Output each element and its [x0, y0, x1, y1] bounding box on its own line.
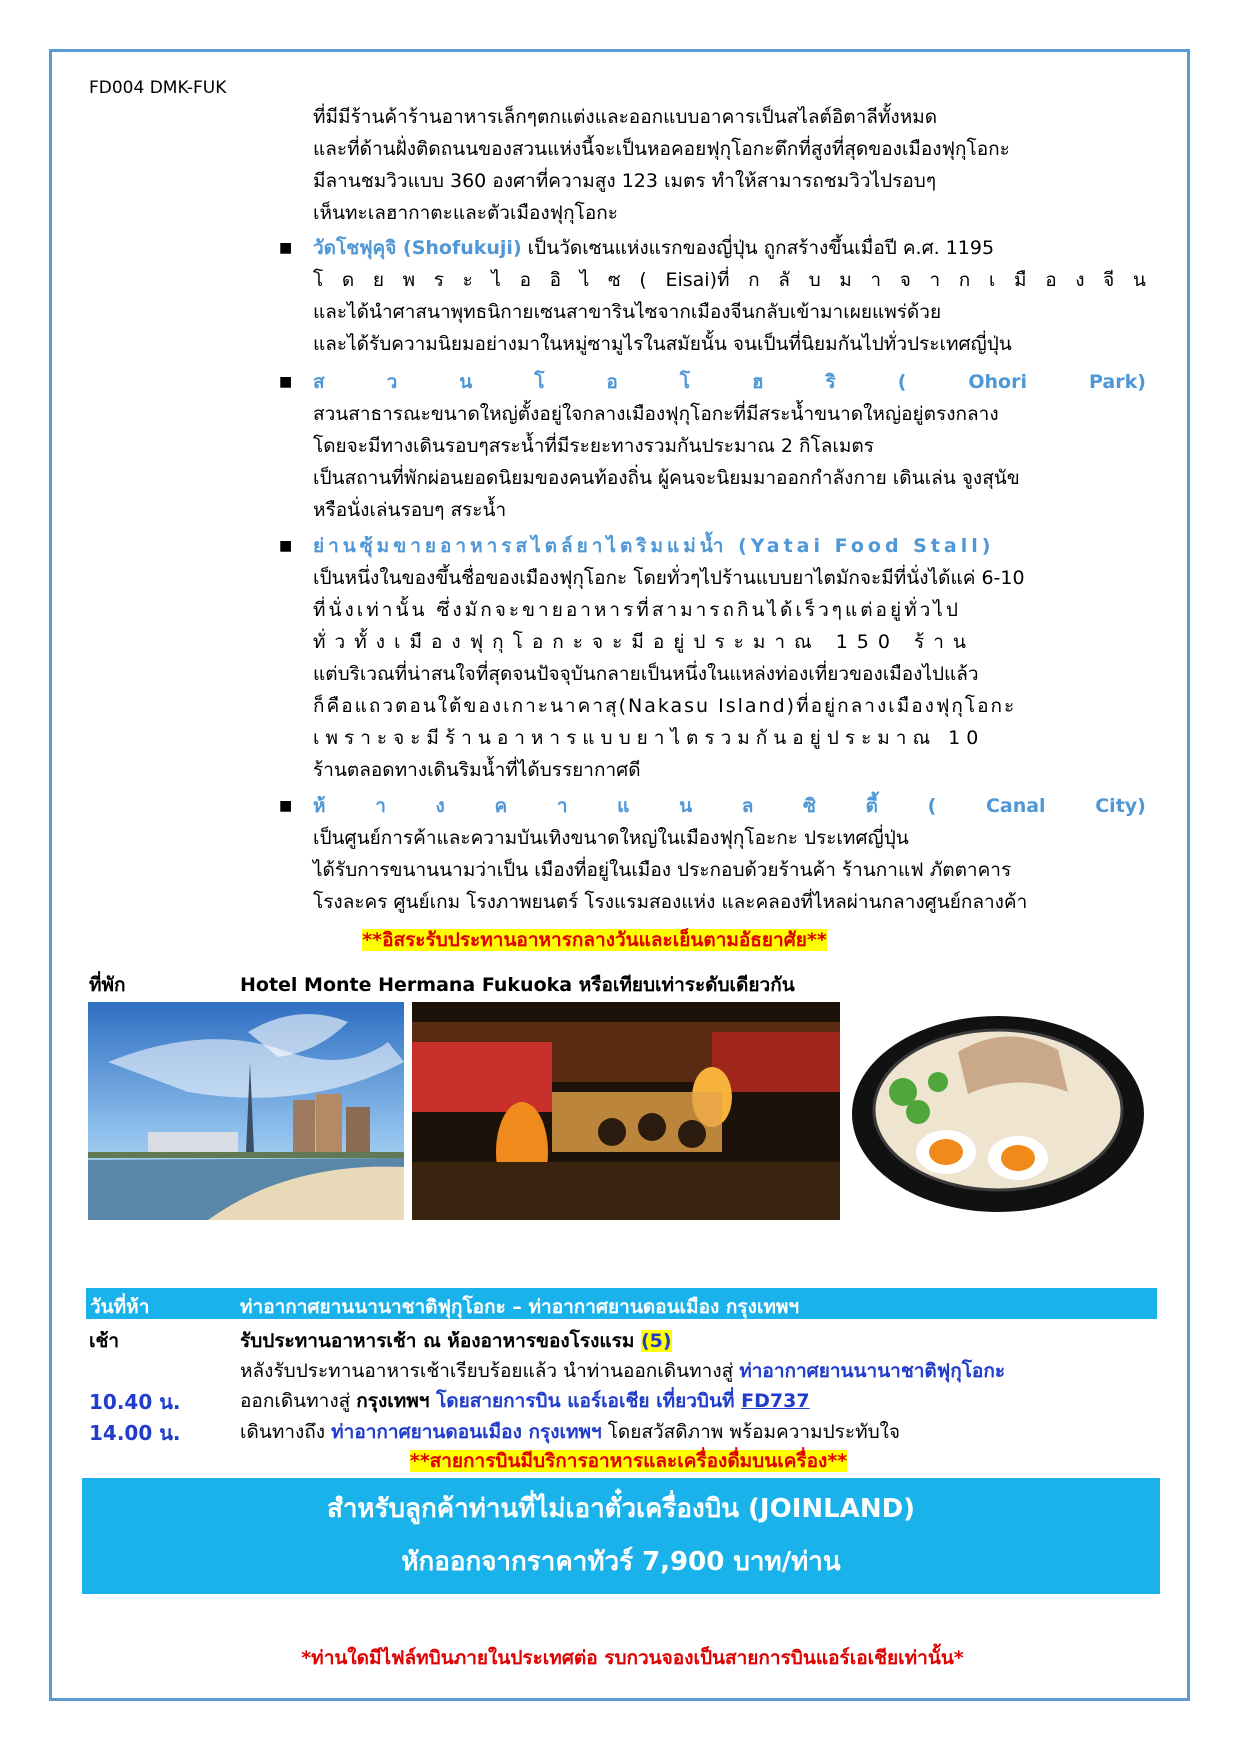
attraction-ohori	[313, 366, 1146, 526]
destination-city: กรุงเทพฯ	[356, 1390, 430, 1412]
attraction-line: สวนสาธารณะขนาดใหญ่ตั้งอยู่ใจกลางเมืองฟุกุโอกะที่มีสระน้ำขนาดใหญ่อยู่ตรงกลาง	[313, 403, 999, 425]
spread-word: โ	[313, 269, 324, 291]
attraction-shofukuji	[313, 232, 1146, 360]
flight-line	[240, 1386, 810, 1416]
flight-number-link[interactable]: FD737	[741, 1390, 810, 1412]
depart-hotel-line	[240, 1356, 1005, 1386]
spread-word: เ	[988, 269, 996, 291]
day-header-bar	[86, 1288, 1157, 1319]
arrival-line	[240, 1417, 900, 1447]
meal-count-badge: (5)	[640, 1330, 672, 1352]
spread-word: โ	[679, 371, 690, 393]
attraction-heading	[313, 366, 1146, 398]
spread-word: ค	[494, 795, 508, 817]
bullet-icon: ■	[279, 374, 293, 390]
spread-word: ซ	[607, 269, 621, 291]
spread-word: แ	[617, 795, 630, 817]
spread-word: ก	[748, 269, 760, 291]
breakfast-text: รับประทานอาหารเช้า ณ ห้องอาหารของโรงแรม	[240, 1330, 641, 1352]
joinland-line-2: หักออกจากราคาทัวร์ 7,900 บาท/ท่าน	[401, 1547, 841, 1577]
spread-word: ล	[741, 795, 754, 817]
time-arrive: 14.00 น.	[89, 1421, 181, 1445]
spread-word: า	[870, 269, 882, 291]
donmueang-airport: ท่าอากาศยานดอนเมือง กรุงเทพฯ	[331, 1421, 602, 1443]
spread-word: ะ	[462, 269, 473, 291]
spread-word: จี	[1103, 269, 1115, 291]
attraction-line: และได้รับความนิยมอย่างมาในหมู่ซามูไรในสมัยนั้น จนเป็นที่นิยมกันไปทั่วประเทศญี่ปุ่น	[313, 333, 1012, 355]
spread-word: ย	[372, 269, 384, 291]
spread-word: ร	[433, 269, 444, 291]
hotel-line	[240, 970, 795, 1000]
fukuoka-airport: ท่าอากาศยานนานาชาติฟุกุโอกะ	[739, 1360, 1006, 1382]
attraction-line-spread	[313, 264, 1146, 296]
spread-word: ม	[839, 269, 852, 291]
intro-line: และที่ด้านฝั่งติดถนนของสวนแห่งนี้จะเป็นหอคอยฟุกุโอกะตึกที่สูงที่สุดของเมืองฟุกุโอกะ	[313, 138, 1010, 160]
bullet-icon: ■	[279, 538, 293, 554]
ramen-photo	[848, 1002, 1152, 1220]
spread-word: Eisai)ที่	[665, 269, 730, 291]
joinland-line-1: สำหรับลูกค้าท่านที่ไม่เอาตั๋วเครื่องบิน (JOINLAND)	[326, 1494, 916, 1524]
intro-line: เห็นทะเลฮากาตะและตัวเมืองฟุกุโอกะ	[313, 202, 618, 224]
spread-word: (	[897, 371, 907, 393]
spread-word: น	[679, 795, 693, 817]
spread-word: พ	[402, 269, 416, 291]
attraction-line: แต่บริเวณที่น่าสนใจที่สุดจนปัจจุบันกลายเป็นหนึ่งในแหล่งท่องเที่ยวของเมืองไปแล้ว	[313, 663, 979, 685]
bullet-icon: ■	[279, 240, 293, 256]
attraction-heading: วัดโชฟุคุจิ (Shofukuji)	[313, 237, 522, 259]
spread-word: ฮ	[751, 371, 764, 393]
spread-word: ซิ	[803, 795, 816, 817]
spread-word: ไ	[579, 269, 590, 291]
spread-word: ไ	[491, 269, 501, 291]
attraction-heading: ย่านซุ้มขายอาหารสไตล์ยาไตริมแม่น้ำ (Yatai Food Stall)	[313, 535, 995, 557]
spread-word: Park)	[1088, 371, 1146, 393]
attraction-line: โรงละคร ศูนย์เกม โรงภาพยนตร์ โรงแรมสองแห่ง และคลองที่ไหลผ่านกลางศูนย์กลางค้า	[313, 891, 1028, 913]
airline-text: โดยสายการบิน แอร์เอเชีย เที่ยวบินที่	[429, 1390, 742, 1412]
arrival-suffix: โดยสวัสดิภาพ พร้อมความประทับใจ	[601, 1421, 901, 1443]
intro-paragraph	[313, 101, 1146, 229]
free-meal-note-text: **อิสระรับประทานอาหารกลางวันและเย็นตามอัธยาศัย**	[362, 929, 827, 951]
spread-word: ตี้	[865, 795, 878, 817]
spread-word: บ	[808, 269, 821, 291]
attraction-line: และได้นำศาสนาพุทธนิกายเซนสาขารินไซจากเมืองจีนกลับเข้ามาเผยแพร่ด้วย	[313, 301, 942, 323]
spread-word: ด	[341, 269, 355, 291]
spread-word: า	[375, 795, 386, 817]
spread-word: ง	[435, 795, 445, 817]
spread-word: อ	[606, 371, 618, 393]
spread-word: ก	[958, 269, 971, 291]
morning-label: เช้า	[89, 1330, 120, 1352]
spread-word: Ohori	[968, 371, 1027, 393]
attraction-line: เพราะจะมีร้านอาหารแบบยาไตรวมกันอยู่ประมาณ 10	[313, 727, 985, 749]
attraction-lead: เป็นวัดเซนแห่งแรกของญี่ปุ่น ถูกสร้างขึ้นเมื่อปี ค.ศ. 1195	[521, 237, 995, 259]
spread-word: อิ	[549, 269, 562, 291]
attraction-yatai	[313, 530, 1146, 786]
bullet-icon: ■	[279, 798, 293, 814]
footer-note: *ท่านใดมีไฟล์ทบินภายในประเทศต่อ รบกวนจองเป็นสายการบินแอร์เอเชียเท่านั้น*	[301, 1647, 964, 1669]
spread-word: อ	[519, 269, 532, 291]
attraction-line: ทั่วทั้งเมืองฟุกุโอกะจะมีอยู่ประมาณ 150 ร้าน	[313, 631, 975, 653]
attraction-line: ได้รับการขนานนามว่าเป็น เมืองที่อยู่ในเมือง ประกอบด้วยร้านค้า ร้านกาแฟ ภัตตาคาร	[313, 859, 1012, 881]
spread-word: (	[639, 269, 647, 291]
spread-word: จ	[899, 269, 911, 291]
depart-hotel-text: หลังรับประทานอาหารเช้าเรียบร้อยแล้ว นำท่านออกเดินทางสู่	[240, 1360, 740, 1382]
intro-line: ที่มีมีร้านค้าร้านอาหารเล็กๆตกแต่งและออกแบบอาคารเป็นสไลต์อิตาลีทั้งหมด	[313, 106, 938, 128]
spread-word: ง	[1075, 269, 1085, 291]
spread-word: อ	[1045, 269, 1057, 291]
spread-word: City)	[1095, 795, 1146, 817]
spread-word: ริ	[825, 371, 836, 393]
attraction-line: ก็คือแถวตอนใต้ของเกาะนาคาสุ(Nakasu Island)ที่อยู่กลางเมืองฟุกุโอกะ	[313, 695, 1017, 717]
attraction-line: หรือนั่งเล่นรอบๆ สระน้ำ	[313, 499, 507, 521]
attraction-canal-city	[313, 790, 1146, 918]
yatai-food-stall-photo	[412, 1002, 840, 1220]
inflight-meal-note-text: **สายการบินมีบริการอาหารและเครื่องดื่มบนเครื่อง**	[409, 1450, 848, 1472]
spread-word: า	[929, 269, 941, 291]
arrival-text: เดินทางถึง	[240, 1421, 332, 1443]
attraction-line: ร้านตลอดทางเดินริมน้ำที่ได้บรรยากาศดี	[313, 759, 641, 781]
spread-word: น	[1132, 269, 1146, 291]
attraction-line: เป็นสถานที่พักผ่อนยอดนิยมของคนท้องถิ่น ผู้คนจะนิยมมาออกกำลังกาย เดินเล่น จูงสุนัข	[313, 467, 1020, 489]
doc-code: FD004 DMK-FUK	[89, 78, 227, 98]
breakfast-line	[240, 1326, 672, 1356]
attraction-line: เป็นหนึ่งในของขึ้นชื่อของเมืองฟุกุโอกะ โดยทั่วๆไปร้านแบบยาไตมักจะมีที่นั่งได้แค่ 6-10	[313, 567, 1025, 589]
spread-word: โ	[534, 371, 545, 393]
spread-word: ห้	[313, 795, 326, 817]
joinland-box	[82, 1478, 1160, 1594]
spread-word: า	[556, 795, 568, 817]
flight-text: ออกเดินทางสู่	[240, 1390, 357, 1412]
attraction-line: โดยจะมีทางเดินรอบๆสระน้ำที่มีระยะทางรวมกันประมาณ 2 กิโลเมตร	[313, 435, 874, 457]
hotel-label: ที่พัก	[89, 974, 126, 996]
spread-word: Canal	[985, 795, 1046, 817]
attraction-line: เป็นศูนย์การค้าและความบันเทิงขนาดใหญ่ในเมืองฟุกุโอะกะ ประเทศญี่ปุ่น	[313, 827, 909, 849]
spread-word: ว	[386, 371, 398, 393]
time-depart: 10.40 น.	[89, 1390, 181, 1414]
inflight-meal-note	[8, 1446, 1241, 1476]
day-route: ท่าอากาศยานนานาชาติฟุกุโอกะ – ท่าอากาศยานดอนเมือง กรุงเทพฯ	[240, 1296, 800, 1318]
attraction-heading	[313, 790, 1146, 822]
fukuoka-skyline-photo	[88, 1002, 404, 1220]
spread-word: ส	[313, 371, 325, 393]
intro-line: มีลานชมวิวแบบ 360 องศาที่ความสูง 123 เมตร ทำให้สามารถชมวิวไปรอบๆ	[313, 170, 937, 192]
spread-word: ลั	[778, 269, 790, 291]
spread-word: (	[927, 795, 937, 817]
hotel-name: Hotel Monte Hermana Fukuoka	[240, 974, 573, 996]
hotel-suffix: หรือเทียบเท่าระดับเดียวกัน	[572, 974, 795, 996]
free-meal-note	[0, 925, 1215, 955]
spread-word: มื	[1014, 269, 1027, 291]
day-label: วันที่ห้า	[90, 1296, 150, 1318]
attraction-line: ที่นั่งเท่านั้น ซึ่งมักจะขายอาหารที่สามารถกินได้เร็วๆแต่อยู่ทั่วไป	[313, 599, 961, 621]
spread-word: น	[459, 371, 473, 393]
